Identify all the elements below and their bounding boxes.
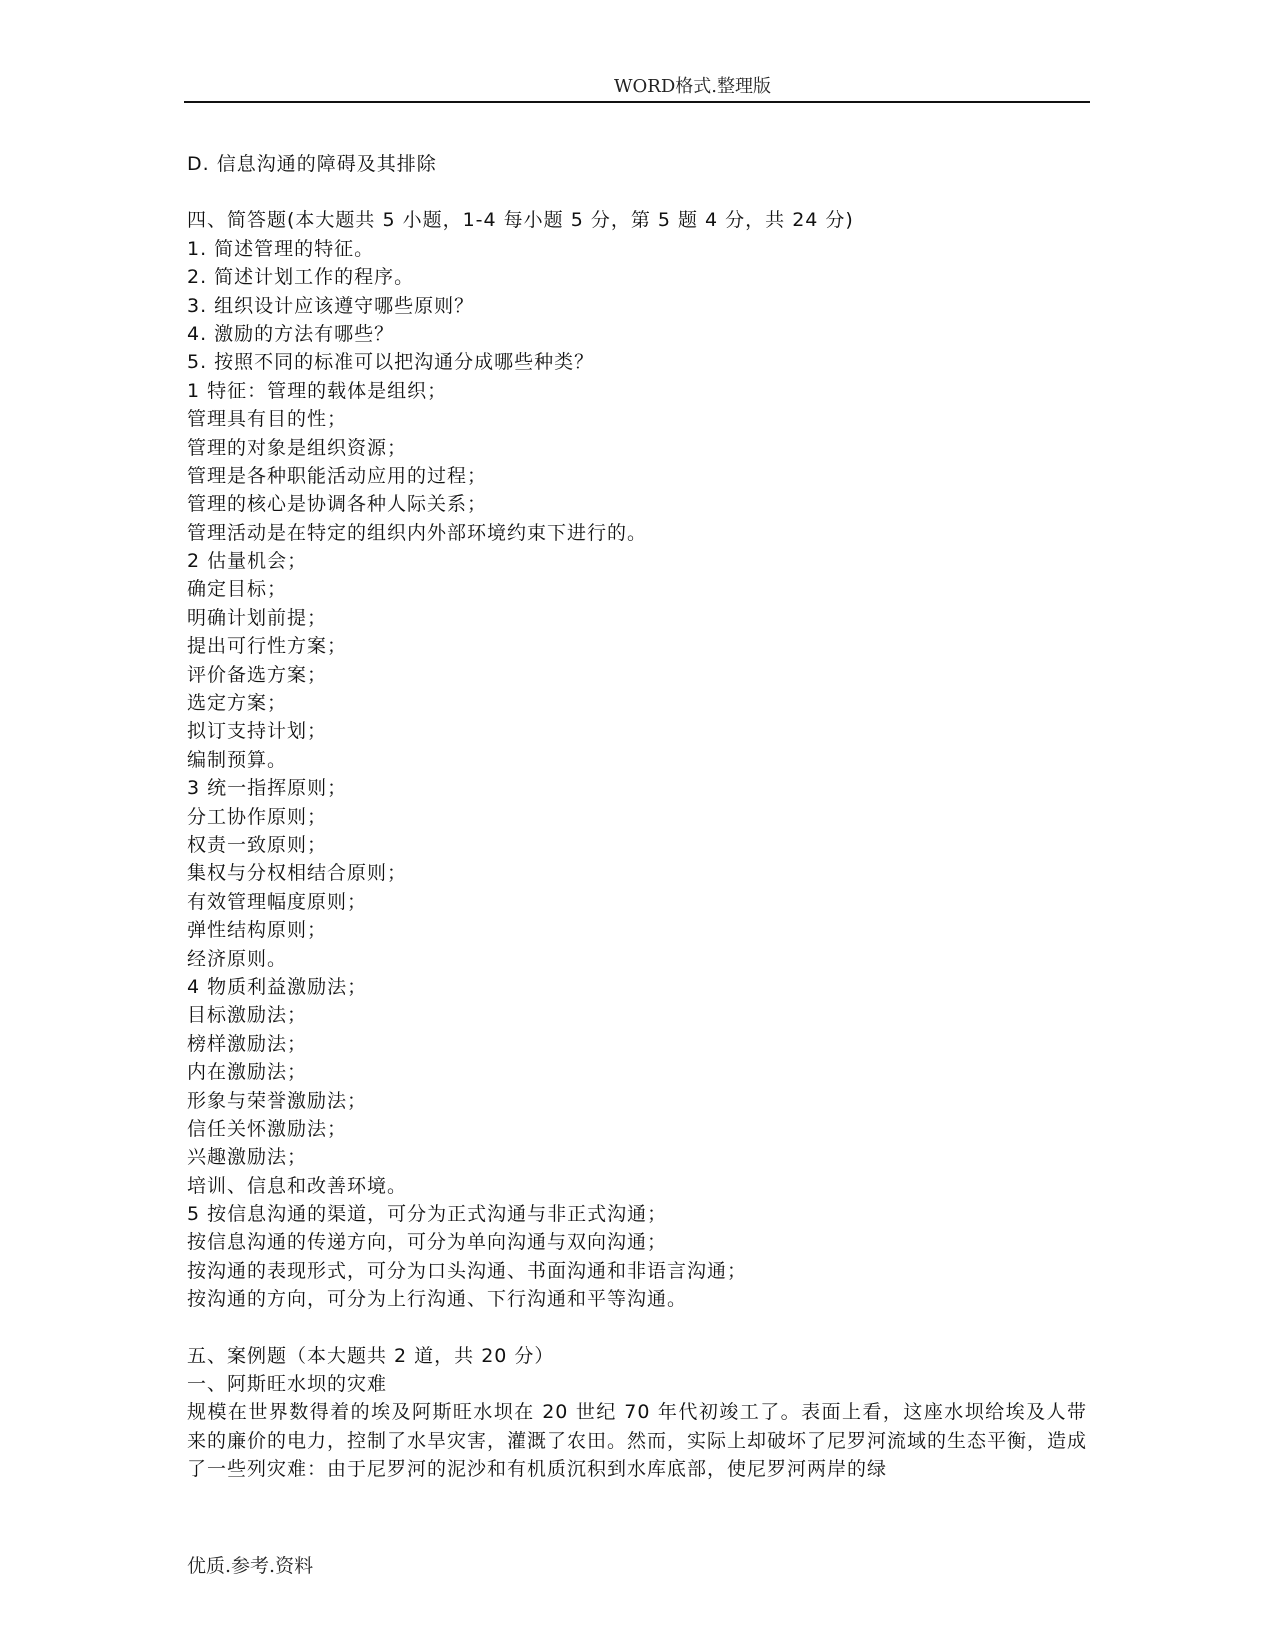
- answer-line: 管理是各种职能活动应用的过程；: [187, 464, 488, 487]
- answer-line: 形象与荣誉激励法；: [187, 1089, 368, 1112]
- answer-line: 1 特征：管理的载体是组织；: [187, 379, 448, 402]
- question-item: 2. 简述计划工作的程序。: [187, 266, 415, 289]
- answer-line: 5 按信息沟通的渠道，可分为正式沟通与非正式沟通；: [187, 1203, 668, 1226]
- answer-line: 权责一致原则；: [187, 833, 328, 856]
- answer-line: 明确计划前提；: [187, 606, 328, 629]
- answer-line: 弹性结构原则；: [187, 919, 328, 942]
- header-rule: [184, 101, 1090, 103]
- document-body: [187, 150, 1087, 1484]
- answer-line: 目标激励法；: [187, 1004, 308, 1027]
- answer-line: 管理具有目的性；: [187, 408, 348, 431]
- answer-line: 按信息沟通的传递方向，可分为单向沟通与双向沟通；: [187, 1231, 668, 1254]
- question-item: 1. 简述管理的特征。: [187, 237, 375, 260]
- case-1-title: 一、阿斯旺水坝的灾难: [187, 1373, 388, 1396]
- answer-line: 2 估量机会；: [187, 550, 308, 573]
- page-header: WORD格式.整理版: [614, 76, 771, 97]
- answer-line: 信任关怀激励法；: [187, 1117, 348, 1140]
- answer-line: 集权与分权相结合原则；: [187, 862, 408, 885]
- question-item: 4. 激励的方法有哪些？: [187, 322, 395, 345]
- answer-line: 按沟通的方向，可分为上行沟通、下行沟通和平等沟通。: [187, 1288, 688, 1311]
- section-5-heading: 五、案例题（本大题共 2 道，共 20 分）: [187, 1344, 555, 1367]
- answer-line: 内在激励法；: [187, 1061, 308, 1084]
- answer-line: 提出可行性方案；: [187, 635, 348, 658]
- answer-line: 评价备选方案；: [187, 663, 328, 686]
- answer-line: 3 统一指挥原则；: [187, 777, 348, 800]
- answer-line: 编制预算。: [187, 748, 288, 771]
- answer-list: [187, 377, 1087, 1314]
- answer-line: 经济原则。: [187, 947, 288, 970]
- answer-line: 按沟通的表现形式，可分为口头沟通、书面沟通和非语言沟通；: [187, 1259, 748, 1282]
- answer-line: 有效管理幅度原则；: [187, 890, 368, 913]
- answer-line: 选定方案；: [187, 692, 288, 715]
- answer-line: 管理活动是在特定的组织内外部环境约束下进行的。: [187, 521, 648, 544]
- question-item: 3. 组织设计应该遵守哪些原则？: [187, 294, 475, 317]
- answer-line: 确定目标；: [187, 578, 288, 601]
- answer-line: 管理的核心是协调各种人际关系；: [187, 493, 488, 516]
- option-d: D. 信息沟通的障碍及其排除: [187, 153, 437, 175]
- answer-line: 4 物质利益激励法；: [187, 975, 368, 998]
- page-footer: 优质.参考.资料: [187, 1555, 314, 1577]
- answer-line: 分工协作原则；: [187, 805, 328, 828]
- blank-line: [187, 1314, 1087, 1342]
- answer-line: 兴趣激励法；: [187, 1146, 308, 1169]
- case-1-paragraph: 规模在世界数得着的埃及阿斯旺水坝在 20 世纪 70 年代初竣工了。表面上看，这座水坝给埃及人带来的廉价的电力，控制了水旱灾害，灌溉了农田。然而，实际上却破坏了尼罗河流域的生态平衡，造成了一些列灾难：由于尼罗河的泥沙和有机质沉积到水库底部，使尼罗河两岸的绿: [187, 1401, 1088, 1481]
- answer-line: 拟订支持计划；: [187, 720, 328, 743]
- answer-line: 榜样激励法；: [187, 1032, 308, 1055]
- question-list: [187, 235, 1087, 377]
- blank-line: [187, 178, 1087, 206]
- answer-line: 管理的对象是组织资源；: [187, 436, 408, 459]
- question-item: 5. 按照不同的标准可以把沟通分成哪些种类？: [187, 351, 595, 374]
- answer-line: 培训、信息和改善环境。: [187, 1174, 408, 1197]
- section-4-heading: 四、简答题(本大题共 5 小题，1-4 每小题 5 分，第 5 题 4 分，共 24 分): [187, 209, 854, 232]
